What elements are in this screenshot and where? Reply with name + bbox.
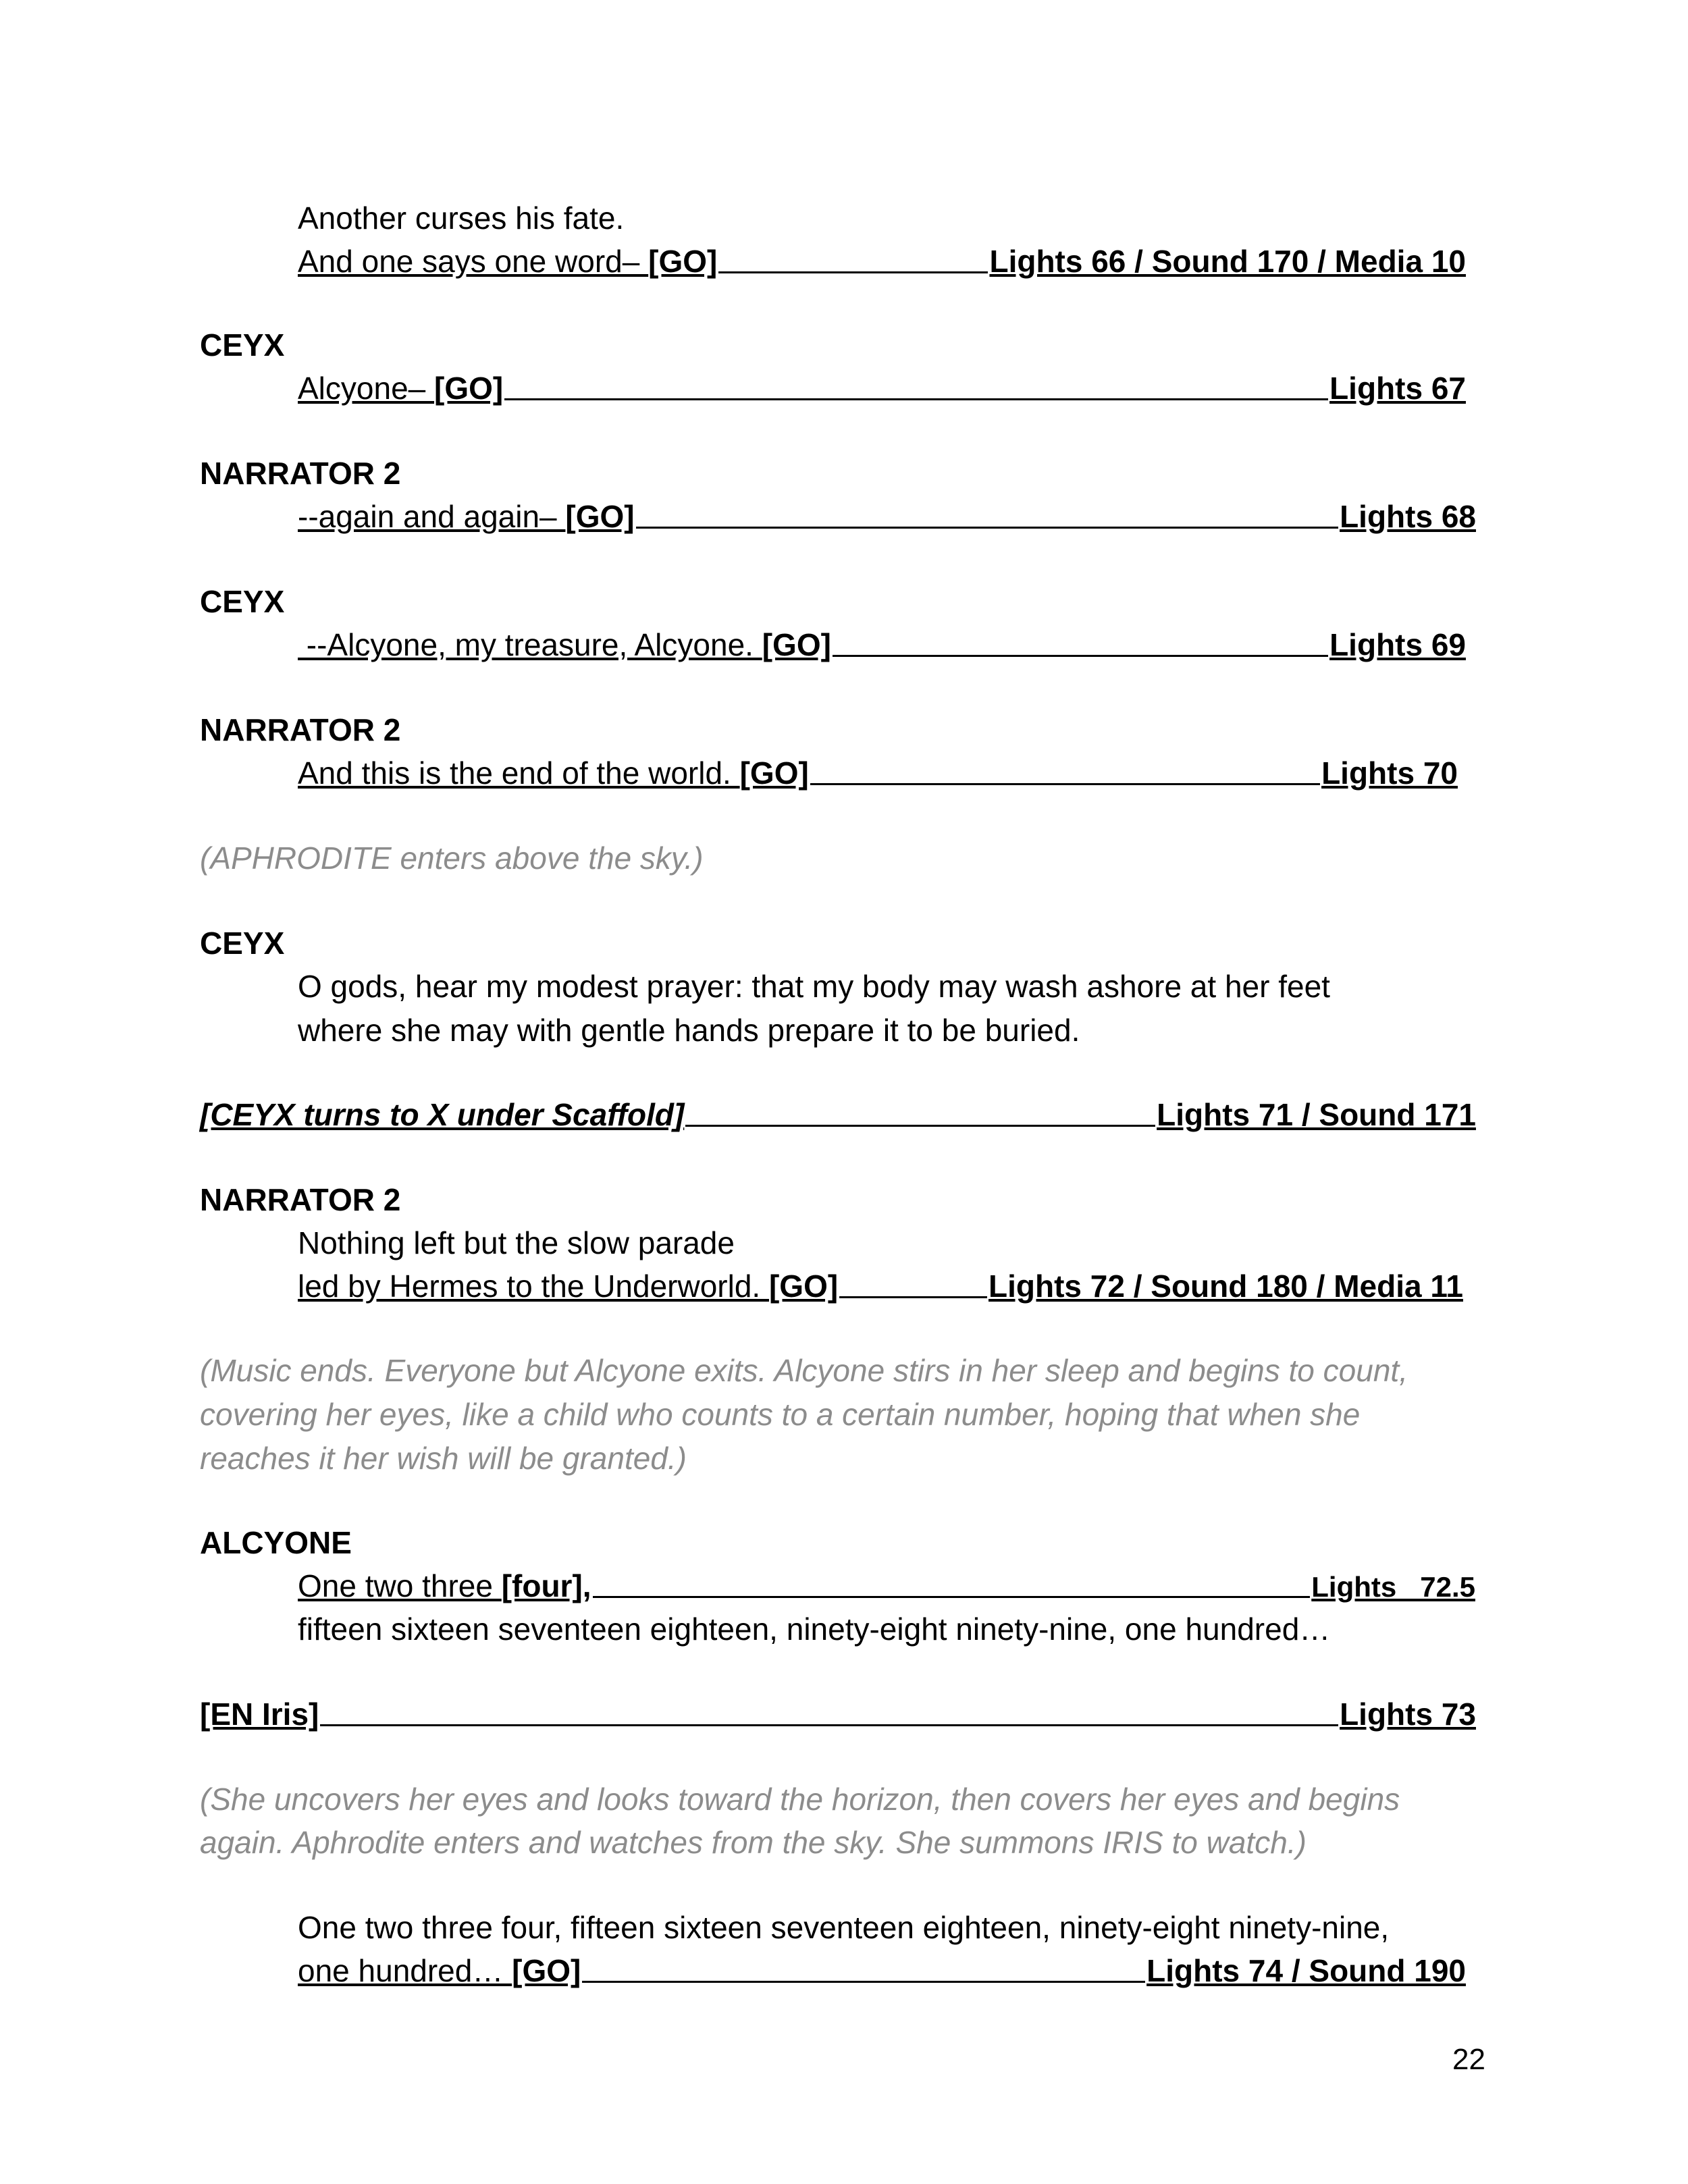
cue-row [200,1099,1476,1130]
cue-label: Lights 66 / Sound 170 / Media 10 [989,244,1466,279]
cue-row [200,1699,1476,1730]
cue-row [298,501,1476,532]
cue-row [298,373,1466,404]
cue-row [298,629,1466,660]
cue-row [298,246,1466,277]
cue-leader-line [593,1596,1311,1598]
cue-leader-line [685,1125,1155,1127]
cue-row [298,1955,1466,1986]
cue-row [298,1570,1475,1601]
blocking-direction: [EN Iris] [200,1697,319,1732]
go-marker: [GO] [739,755,809,791]
stage-direction: reaches it her wish will be granted.) [200,1441,687,1476]
dialogue-text: And this is the end of the world. [298,755,740,791]
dialogue-text: One two three [298,1568,502,1603]
cue-leader-line [718,271,988,273]
cue-leader-line [833,655,1328,657]
cue-leader-line [320,1724,1338,1726]
dialogue-text: --Alcyone, my treasure, Alcyone. [298,627,762,662]
speaker-name: ALCYONE [200,1525,352,1560]
cue-leader-line [810,783,1320,785]
page-number: 22 [1452,2043,1485,2076]
stage-direction: (Music ends. Everyone but Alcyone exits. Alcyone stirs in her sleep and begins to count, [200,1353,1408,1388]
cue-label: Lights 72.5 [1311,1571,1475,1603]
speaker-name: CEYX [200,584,285,619]
stage-direction: covering her eyes, like a child who counts to a certain number, hoping that when she [200,1397,1361,1432]
go-marker: [GO] [565,499,635,534]
cue-leader-line [582,1981,1145,1983]
dialogue-line: where she may with gentle hands prepare it to be buried. [298,1013,1080,1048]
go-marker: [GO] [434,371,504,406]
cue-label: Lights 71 / Sound 171 [1157,1097,1476,1132]
speaker-name: NARRATOR 2 [200,1182,401,1217]
go-marker: [GO] [762,627,831,662]
cue-label: Lights 74 / Sound 190 [1146,1953,1466,1988]
go-marker: [GO] [512,1953,581,1988]
blocking-direction: [CEYX turns to X under Scaffold] [200,1097,685,1132]
cue-leader-line [636,527,1338,529]
stage-direction: again. Aphrodite enters and watches from the sky. She summons IRIS to watch.) [200,1825,1307,1860]
dialogue-text: And one says one word– [298,244,649,279]
dialogue-line: Another curses his fate. [298,201,625,236]
cue-row [298,1271,1463,1302]
go-marker: [four], [501,1568,591,1603]
dialogue-text: one hundred… [298,1953,512,1988]
dialogue-line: One two three four, fifteen sixteen seventeen eighteen, ninety-eight ninety-nine, [298,1910,1390,1945]
go-marker: [GO] [648,244,718,279]
speaker-name: NARRATOR 2 [200,456,401,491]
dialogue-line: fifteen sixteen seventeen eighteen, ninety-eight ninety-nine, one hundred… [298,1612,1331,1647]
speaker-name: NARRATOR 2 [200,712,401,747]
stage-direction: (APHRODITE enters above the sky.) [200,841,704,876]
speaker-name: CEYX [200,327,285,363]
cue-label: Lights 68 [1340,499,1476,534]
cue-leader-line [504,398,1328,400]
cue-leader-line [839,1296,987,1298]
go-marker: [GO] [768,1269,839,1304]
speaker-name: CEYX [200,926,285,961]
stage-direction: (She uncovers her eyes and looks toward the horizon, then covers her eyes and begins [200,1782,1400,1817]
cue-label: Lights 73 [1340,1697,1476,1732]
cue-label: Lights 67 [1329,371,1466,406]
dialogue-line: O gods, hear my modest prayer: that my body may wash ashore at her feet [298,969,1330,1004]
cue-label: Lights 70 [1321,755,1458,791]
dialogue-line: Nothing left but the slow parade [298,1225,735,1260]
cue-row [298,757,1458,789]
dialogue-text: --again and again– [298,499,566,534]
dialogue-text: led by Hermes to the Underworld. [298,1269,769,1304]
cue-label: Lights 72 / Sound 180 / Media 11 [988,1269,1463,1304]
dialogue-text: Alcyone– [298,371,435,406]
cue-label: Lights 69 [1329,627,1466,662]
